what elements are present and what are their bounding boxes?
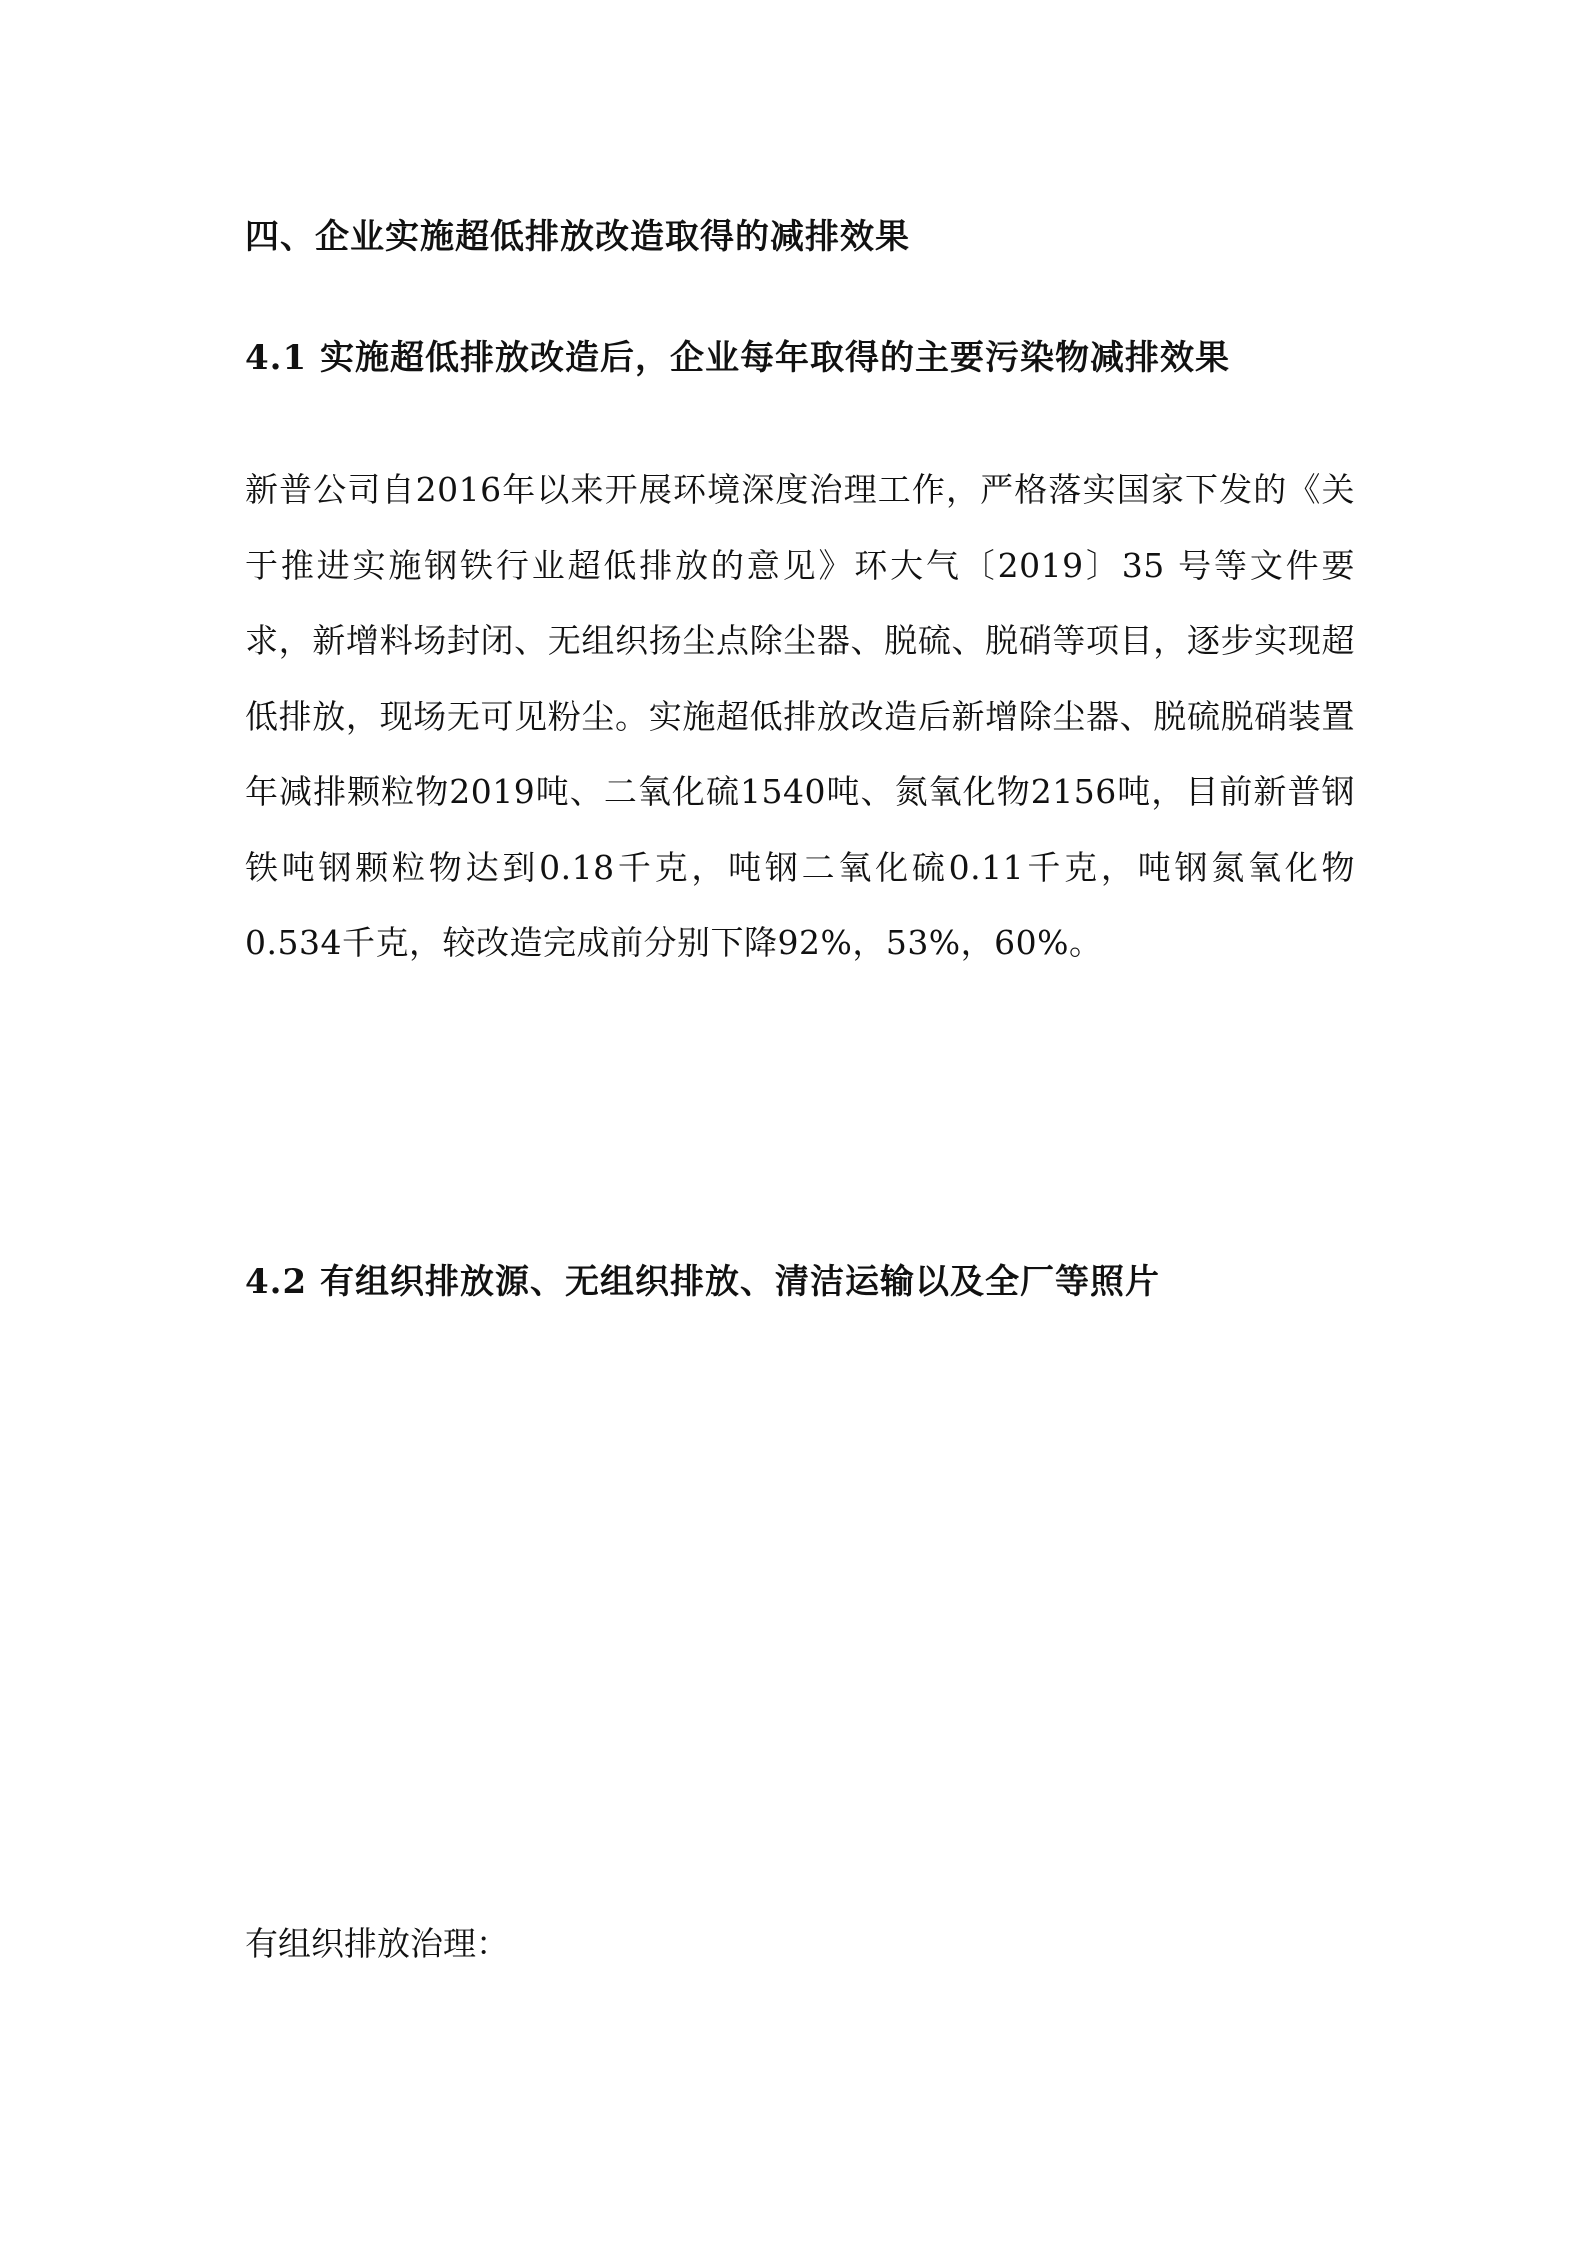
caption-organized-emission: 有组织排放治理： (245, 1924, 509, 1963)
paragraph-emission-reduction: 新普公司自2016年以来开展环境深度治理工作，严格落实国家下发的《关于推进实施钢铁行业超低排放的意见》环大气〔2019〕35 号等文件要求，新增料场封闭、无组织扬尘点除尘器、脱硫、脱硝等项目，逐步实现超低排放，现场无可见粉尘。实施超低排放改造后新增除尘器、脱硫脱硝装置年减排颗粒物2019吨、二氧化硫1540吨、氮氧化物2156吨，目前新普钢铁吨钢颗粒物达到0.18千克，吨钢二氧化硫0.11千克，吨钢氮氧化物0.534千克，较改造完成前分别下降92%，53%，60%。 (245, 470, 1355, 962)
subsection-heading-4-1: 4.1 实施超低排放改造后，企业每年取得的主要污染物减排效果 (245, 338, 1230, 378)
subsection-heading-4-2: 4.2 有组织排放源、无组织排放、清洁运输以及全厂等照片 (245, 1262, 1160, 1302)
section-heading: 四、企业实施超低排放改造取得的减排效果 (245, 217, 910, 257)
